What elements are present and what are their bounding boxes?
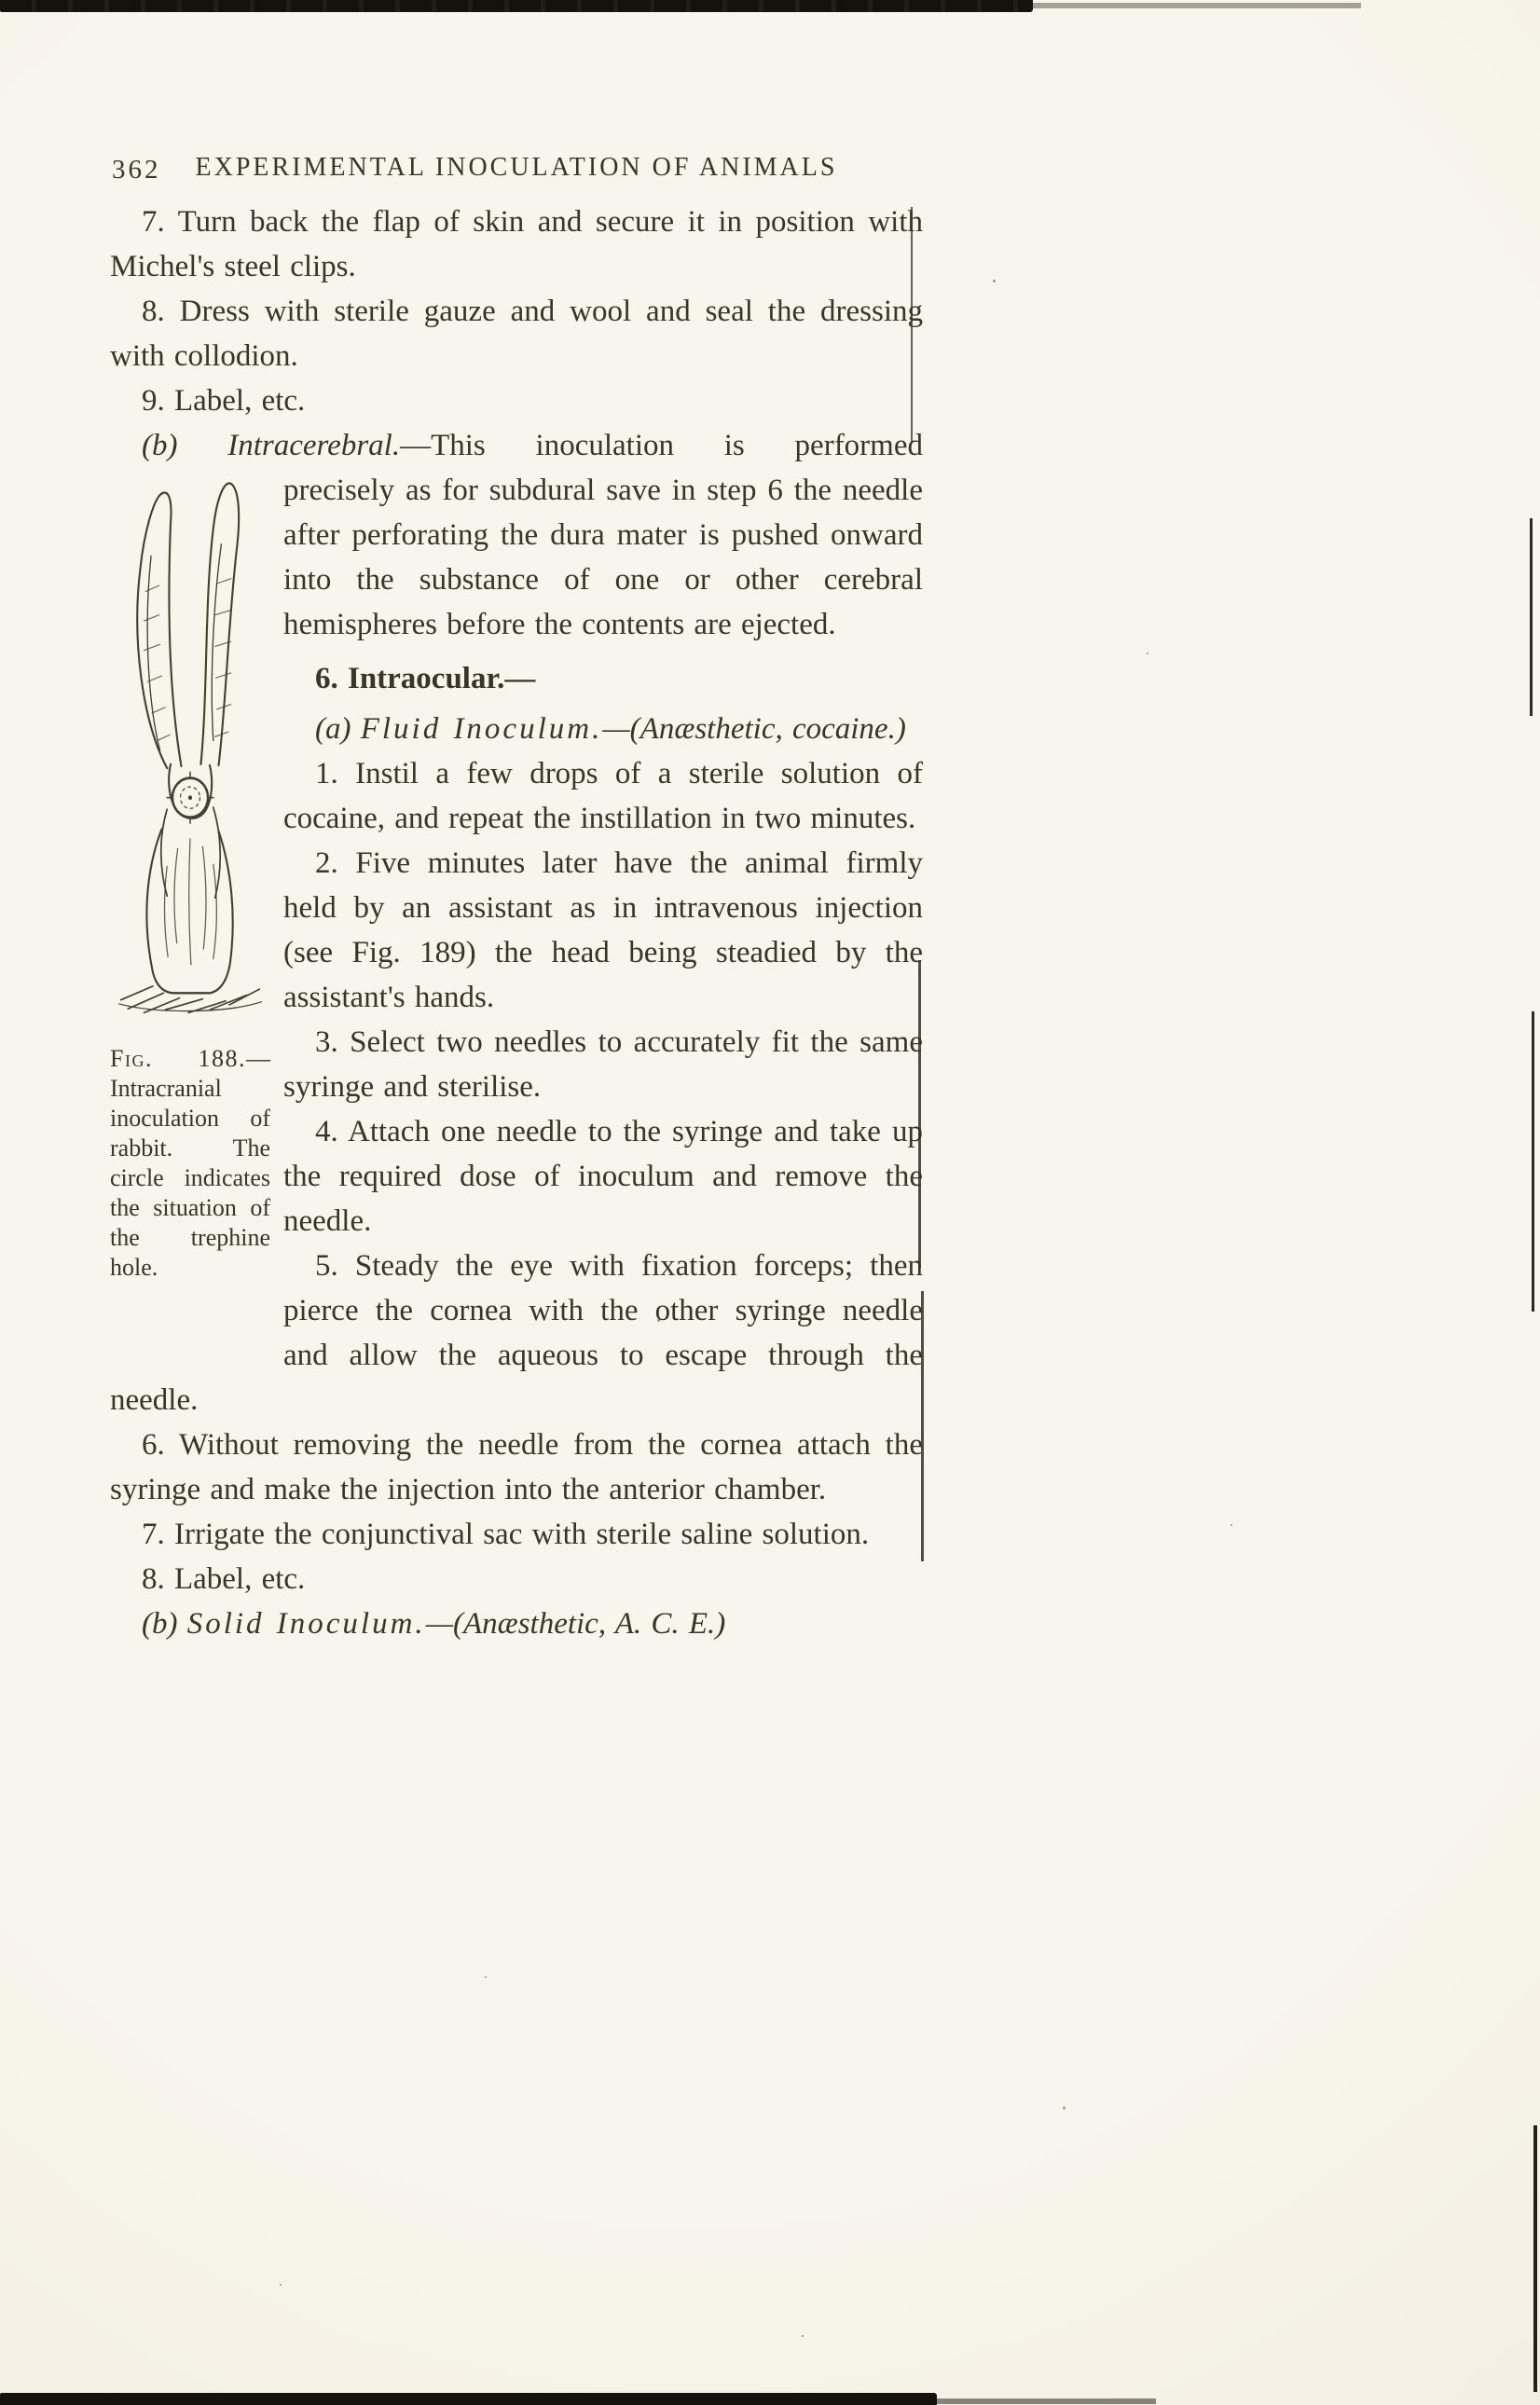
fluid-prefix: (a): [315, 712, 361, 746]
paragraph-ocular-step3: 3. Select two needles to accurately fit the same syringe and sterilise.: [283, 1025, 923, 1104]
intracerebral-lead-text: —This inoculation is performed: [400, 429, 923, 462]
film-edge-bottom-light: [937, 2398, 1156, 2404]
paragraph-ocular-step4: 4. Attach one needle to the syringe and take up the required dose of inoculum and remove the needle.: [283, 1115, 923, 1238]
paragraph-ocular-step2: 2. Five minutes later have the animal firmly held by an assistant as in intravenous injection (see Fig. 189) the head being steadied by the assistant's hands.: [283, 846, 923, 1014]
paragraph-subdural-step8: 8. Dress with sterile gauze and wool and seal the dressing with collodion.: [110, 295, 923, 373]
figure-caption: [110, 1044, 270, 1283]
trephine-circle-mark: [167, 772, 213, 823]
page-edge-mark: [1532, 1011, 1534, 1312]
ink-speck: [1147, 653, 1148, 654]
ink-speck: [993, 280, 996, 282]
body-text: [110, 199, 923, 1646]
fluid-suffix: —(Anæsthetic, cocaine.): [602, 712, 906, 746]
section-heading-intraocular: 6. Intraocular.—: [315, 662, 536, 695]
rabbit-illustration: [114, 474, 267, 1024]
paragraph-ocular-step5: 5. Steady the eye with fixation forceps; then pierce the cornea with the other syringe needle and allow the aqueous to escape through the needle.: [110, 1249, 923, 1417]
page-edge-mark: [1533, 2125, 1537, 2392]
ink-speck: [1063, 2107, 1066, 2110]
fluid-name: Fluid Inoculum.: [360, 712, 603, 746]
paragraph-ocular-step7: 7. Irrigate the conjunctival sac with sterile saline solution.: [142, 1518, 870, 1551]
paragraph-intracerebral-body: precisely as for subdural save in step 6 the needle after perforating the dura mater is pushed onward into the substance of one or other cerebral hemispheres before the contents are ejected.: [283, 474, 923, 641]
paragraph-solid-inoculum: [110, 1601, 923, 1646]
ink-speck: [802, 2335, 804, 2337]
running-title: EXPERIMENTAL INOCULATION OF ANIMALS: [195, 153, 838, 182]
paragraph-ocular-step1: 1. Instil a few drops of a sterile solution of cocaine, and repeat the instillation in two minutes.: [283, 757, 923, 835]
ink-speck: [485, 1976, 487, 1978]
intracerebral-term: (b) Intracerebral.: [142, 429, 401, 462]
paragraph-ocular-step8: 8. Label, etc.: [142, 1562, 306, 1596]
ink-speck: [1231, 1524, 1232, 1526]
figure-label: Fig. 188.: [110, 1045, 246, 1072]
page-number: 362: [112, 155, 161, 185]
ink-speck: [280, 2284, 282, 2286]
paragraph-subdural-step7: 7. Turn back the flap of skin and secure it in position with Michel's steel clips.: [110, 205, 923, 283]
solid-suffix: —(Anæsthetic, A. C. E.): [425, 1607, 726, 1641]
figure-caption-text: —Intracranial inoculation of rabbit. The circle indicates the situation of the trephine hole.: [110, 1045, 270, 1281]
solid-name: Solid Inoculum.: [186, 1607, 426, 1641]
film-edge-top-light: [1033, 3, 1361, 8]
paragraph-ocular-step6: 6. Without removing the needle from the cornea attach the syringe and make the injection into the anterior chamber.: [110, 1428, 923, 1506]
solid-prefix: (b): [142, 1607, 187, 1641]
figure-wrap-section: [110, 468, 923, 1646]
film-edge-bottom: [0, 2393, 937, 2405]
paragraph-intracerebral-lead: [110, 423, 923, 468]
page-edge-mark: [1530, 518, 1533, 716]
figure-188: [110, 474, 270, 1283]
film-edge-top: [0, 0, 1033, 12]
paragraph-subdural-step9: 9. Label, etc.: [142, 384, 306, 418]
running-header: [110, 153, 923, 190]
